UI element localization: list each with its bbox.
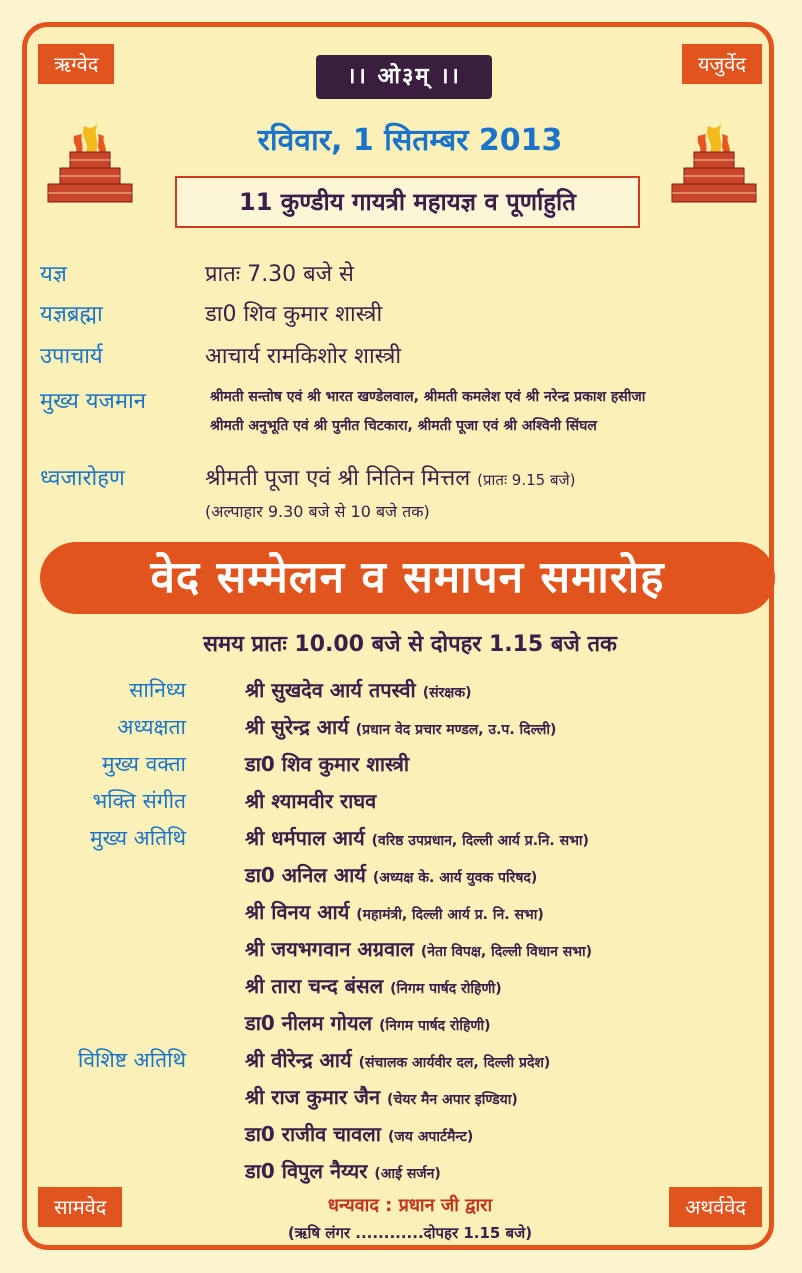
program-label: मुख्य अतिथि [89, 826, 186, 850]
yagna-title: 11 कुण्डीय गायत्री महायज्ञ व पूर्णाहुति [175, 176, 640, 228]
program-note: (निगम पार्षद रोहिणी) [379, 1018, 491, 1034]
yajman-label: मुख्य यजमान [40, 389, 146, 414]
program-item [245, 1009, 491, 1036]
breakfast-note: (अल्पाहार 9.30 बजे से 10 बजे तक) [205, 502, 430, 521]
thanks-note: धन्यवाद : प्रधान जी द्वारा [327, 1195, 493, 1216]
program-time: समय प्रातः 10.00 बजे से दोपहर 1.15 बजे तक [203, 632, 617, 657]
flag-value [205, 462, 576, 492]
corner-samaveda: सामवेद [38, 1187, 122, 1227]
program-label: मुख्य वक्ता [101, 752, 186, 776]
program-name: श्री राज कुमार जैन [245, 1085, 381, 1109]
program-note: (वरिष्ठ उपप्रधान, दिल्ली आर्य प्र.नि. सभा) [371, 833, 589, 849]
corner-atharvaveda: अथर्ववेद [669, 1187, 762, 1227]
program-item [245, 935, 592, 962]
program-item [245, 972, 502, 999]
yajman-line-2: श्रीमती अनुभूति एवं श्री पुनीत चिटकारा, श्रीमती पूजा एवं श्री अश्विनी सिंघल [210, 418, 597, 434]
event-date: रविवार, 1 सितम्बर 2013 [257, 123, 563, 158]
program-name: श्री धर्मपाल आर्य [245, 826, 365, 850]
corner-yajurveda: यजुर्वेद [682, 44, 762, 84]
program-item [245, 1120, 473, 1147]
program-name: श्री तारा चन्द बंसल [245, 974, 384, 998]
program-name: श्री जयभगवान अग्रवाल [245, 937, 414, 961]
program-name: श्री विनय आर्य [245, 900, 350, 924]
program-note: (अध्यक्ष के. आर्य युवक परिषद) [372, 870, 538, 886]
program-note: (चेयर मैन अपार इण्डिया) [387, 1092, 518, 1108]
program-item [245, 676, 471, 703]
langar-note: (ऋषि लंगर ............दोपहर 1.15 बजे) [287, 1224, 533, 1242]
program-item [245, 898, 544, 925]
program-note: (संचालक आर्यवीर दल, दिल्ली प्रदेश) [358, 1055, 551, 1071]
program-item [245, 1157, 441, 1184]
program-name: डा0 शिव कुमार शास्त्री [245, 752, 410, 776]
flag-hosts: श्रीमती पूजा एवं श्री नितिन मित्तल [205, 466, 471, 491]
program-item [245, 824, 589, 851]
program-note: (आई सर्जन) [374, 1166, 441, 1182]
program-note: (निगम पार्षद रोहिणी) [390, 981, 502, 997]
program-note: (संरक्षक) [422, 685, 472, 701]
program-name: श्री वीरेन्द्र आर्य [245, 1048, 352, 1072]
program-note: (महामंत्री, दिल्ली आर्य प्र. नि. सभा) [356, 907, 544, 923]
program-name: श्री श्यामवीर राघव [245, 789, 377, 813]
upacharya-value: आचार्य रामकिशोर शास्त्री [205, 344, 402, 369]
om-header: ।। ओ३म् ।। [316, 55, 492, 99]
upacharya-label: उपाचार्य [40, 344, 103, 369]
program-name: श्री सुखदेव आर्य तपस्वी [245, 678, 416, 702]
program-item [245, 713, 556, 740]
program-name: श्री सुरेन्द्र आर्य [245, 715, 349, 739]
ved-sammelan-banner: वेद सम्मेलन व समापन समारोह [40, 542, 775, 614]
yajman-line-1: श्रीमती सन्तोष एवं श्री भारत खण्डेलवाल, श्रीमती कमलेश एवं श्री नरेन्द्र प्रकाश हसीजा [210, 389, 646, 405]
flag-label: ध्वजारोहण [40, 466, 125, 491]
yagnabrahma-value: डा0 शिव कुमार शास्त्री [205, 302, 383, 327]
program-name: डा0 नीलम गोयल [245, 1011, 373, 1035]
program-item [245, 861, 537, 888]
flag-time: (प्रातः 9.15 बजे) [477, 471, 576, 489]
havan-kund-icon [668, 118, 760, 218]
program-item [245, 750, 409, 777]
program-name: डा0 अनिल आर्य [245, 863, 366, 887]
yagna-label: यज्ञ [40, 262, 67, 287]
program-label: विशिष्ट अतिथि [77, 1048, 186, 1072]
corner-rigveda: ऋग्वेद [38, 44, 114, 84]
program-item [245, 1083, 518, 1110]
program-name: डा0 विपुल नैय्यर [245, 1159, 368, 1183]
program-label: अध्यक्षता [117, 715, 186, 739]
program-label: सानिध्य [129, 678, 186, 702]
yagnabrahma-label: यज्ञब्रह्मा [40, 302, 103, 327]
havan-kund-icon [44, 118, 136, 218]
program-note: (प्रधान वेद प्रचार मण्डल, उ.प. दिल्ली) [355, 722, 557, 738]
program-label: भक्ति संगीत [92, 789, 186, 813]
program-note: (नेता विपक्ष, दिल्ली विधान सभा) [420, 944, 593, 960]
program-note: (जय अपार्टमैन्ट) [387, 1129, 474, 1145]
yagna-value: प्रातः 7.30 बजे से [205, 262, 354, 287]
program-item [245, 787, 376, 814]
program-item [245, 1046, 550, 1073]
program-name: डा0 राजीव चावला [245, 1122, 381, 1146]
